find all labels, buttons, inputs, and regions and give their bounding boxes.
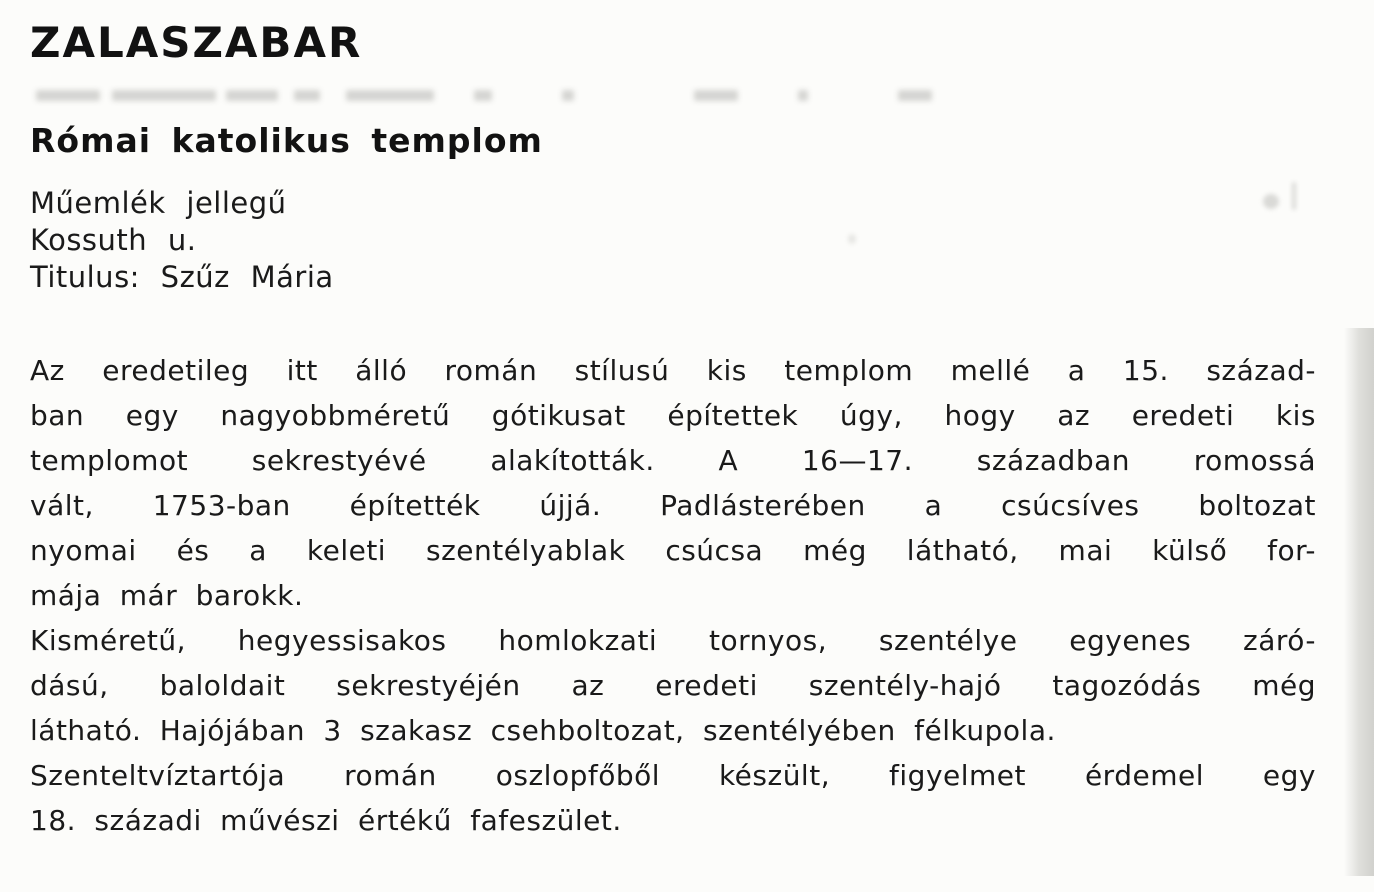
text-line: látható. Hajójában 3 szakasz csehboltozat, szentélyében félkupola. [30, 714, 1056, 747]
meta-street-address: Kossuth u. [30, 223, 197, 257]
text-line: vált, 1753-ban építették újjá. Padlásterében a csúcsíves boltozat [30, 489, 1316, 522]
text-line: Az eredetileg itt álló román stílusú kis templom mellé a 15. század- [30, 354, 1316, 387]
scan-speck [1292, 182, 1296, 210]
bleed-through-artifact [36, 90, 936, 106]
text-line: Szenteltvíztartója román oszlopfőből készült, figyelmet érdemel egy [30, 759, 1316, 792]
text-line: 18. századi művészi értékű fafeszület. [30, 804, 622, 837]
page-edge-shadow [1344, 328, 1374, 876]
section-title: Római katolikus templom [30, 121, 543, 160]
text-line: ban egy nagyobbméretű gótikusat építettek úgy, hogy az eredeti kis [30, 399, 1316, 432]
scan-speck [1263, 194, 1279, 209]
text-line: dású, baloldait sekrestyéjén az eredeti szentély-hajó tagozódás még [30, 669, 1316, 702]
meta-titulus: Titulus: Szűz Mária [30, 260, 334, 294]
text-line: mája már barokk. [30, 579, 304, 612]
page-title: ZALASZABAR [30, 18, 363, 67]
scan-speck [848, 234, 856, 244]
text-line: nyomai és a keleti szentélyablak csúcsa még látható, mai külső for- [30, 534, 1316, 567]
metadata-block [30, 185, 334, 296]
text-line: Kisméretű, hegyessisakos homlokzati tornyos, szentélye egyenes záró- [30, 624, 1316, 657]
text-line: templomot sekrestyévé alakították. A 16—17. században romossá [30, 444, 1316, 477]
body-text [30, 348, 1316, 843]
meta-monument-status: Műemlék jellegű [30, 186, 287, 220]
